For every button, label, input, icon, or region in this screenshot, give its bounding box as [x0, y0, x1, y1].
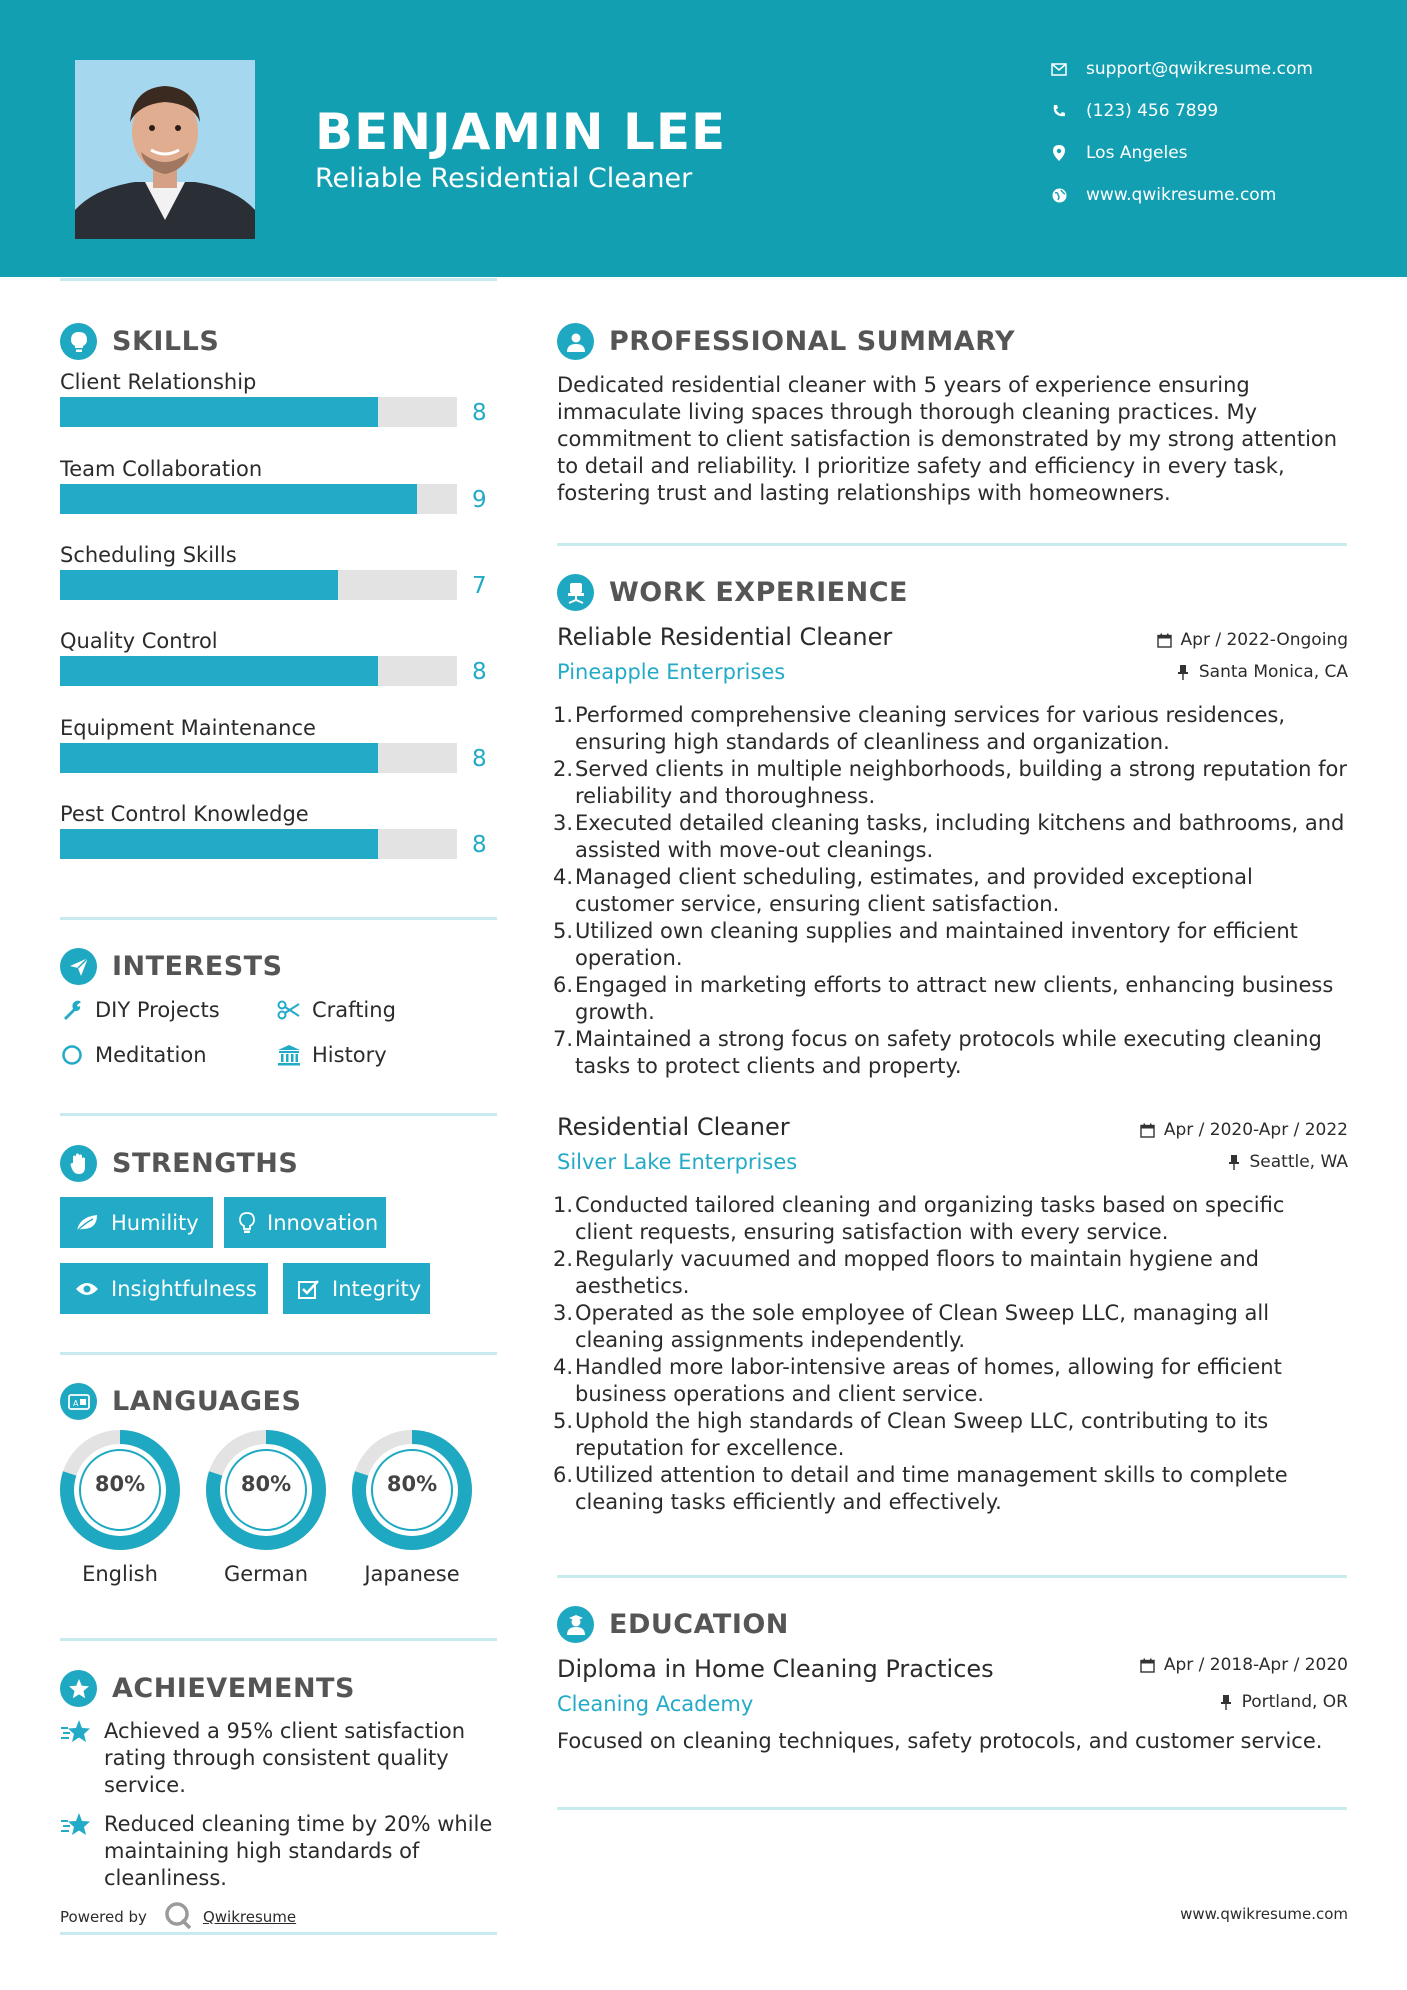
duty-item: [553, 756, 1348, 810]
skill-score: 8: [472, 659, 487, 685]
job-location: [1175, 662, 1348, 682]
duty-text: Executed detailed cleaning tasks, including kitchens and bathrooms, and assisted with move-out cleanings.: [575, 811, 1345, 862]
duty-text: Maintained a strong focus on safety protocols while executing cleaning tasks to protect clients and property.: [575, 1027, 1322, 1078]
strength-label: Innovation: [267, 1210, 379, 1235]
duty-item: [553, 918, 1347, 972]
phone-icon: [1050, 102, 1068, 120]
language-item: [204, 1428, 334, 1598]
profile-photo: [75, 60, 255, 239]
header-divider-left: [60, 278, 497, 281]
contact-email[interactable]: [1050, 57, 1390, 81]
strength-chip-humility: [60, 1197, 213, 1248]
job-location: [1226, 1152, 1349, 1172]
job-title: Reliable Residential Cleaner: [557, 623, 893, 651]
education-description: Focused on cleaning techniques, safety protocols, and customer service.: [557, 1729, 1323, 1753]
circle-icon: [60, 1043, 84, 1067]
duty-text: Managed client scheduling, estimates, and provided exceptional customer service, ensuring client satisfaction.: [575, 865, 1253, 916]
skill-item: [60, 543, 490, 613]
strength-label: Integrity: [332, 1276, 422, 1301]
duty-number: 1.: [553, 1193, 574, 1217]
job-dates-text: Apr / 2022-Ongoing: [1180, 630, 1348, 650]
strengths-heading: STRENGTHS: [112, 1148, 299, 1179]
duty-number: 3.: [553, 811, 574, 835]
pushpin-icon: [1226, 1154, 1242, 1170]
skill-score: 7: [472, 573, 487, 599]
star-icon: [60, 1811, 92, 1843]
skill-bar-fill: [60, 829, 378, 859]
pushpin-icon: [1175, 664, 1191, 680]
job-dates-text: Apr / 2020-Apr / 2022: [1163, 1120, 1348, 1140]
duty-number: 6.: [553, 973, 574, 997]
language-item: [58, 1428, 188, 1598]
duty-text: Engaged in marketing efforts to attract new clients, enhancing business growth.: [575, 973, 1334, 1024]
svg-text:A: A: [72, 1398, 78, 1408]
education-school: Cleaning Academy: [557, 1692, 754, 1716]
skill-bar-track: [60, 829, 457, 859]
skill-item: [60, 629, 490, 699]
skill-label: Client Relationship: [60, 370, 257, 394]
strength-label: Insightfulness: [111, 1276, 257, 1301]
contact-location-text: Los Angeles: [1086, 143, 1188, 163]
skill-bar-track: [60, 743, 457, 773]
skill-bar-fill: [60, 570, 338, 600]
education-heading: EDUCATION: [609, 1609, 789, 1640]
duty-text: Utilized own cleaning supplies and maintained inventory for efficient operation.: [575, 919, 1298, 970]
skill-item: [60, 802, 490, 872]
skill-bar-track: [60, 570, 457, 600]
contact-email-text: support@qwikresume.com: [1086, 59, 1313, 79]
skill-bar-track: [60, 397, 457, 427]
achievement-item: [60, 1811, 500, 1895]
achievement-text: Reduced cleaning time by 20% while maintaining high standards of cleanliness.: [104, 1812, 493, 1890]
language-percent: 80%: [386, 1472, 438, 1496]
languages-section-header: [60, 1383, 301, 1420]
check-square-icon: [298, 1277, 320, 1301]
achievements-section-header: [60, 1670, 355, 1707]
duty-text: Conducted tailored cleaning and organizing tasks based on specific client requests, ensuring satisfaction with every service.: [575, 1193, 1285, 1244]
duty-item: [553, 1408, 1347, 1462]
envelope-icon: [1050, 60, 1068, 78]
duty-item: [553, 1354, 1347, 1408]
summary-heading: PROFESSIONAL SUMMARY: [609, 326, 1016, 357]
skill-score: 8: [472, 746, 487, 772]
education-location-text: Portland, OR: [1241, 1692, 1348, 1712]
interest-item-diy-projects: [60, 996, 220, 1024]
strengths-section-header: [60, 1145, 298, 1182]
strength-chip-insightfulness: [60, 1263, 268, 1314]
summary-divider: [557, 543, 1347, 546]
star-icon: [60, 1718, 92, 1750]
contact-phone-text: (123) 456 7899: [1086, 101, 1219, 121]
interests-heading: INTERESTS: [112, 951, 283, 982]
duty-item: [553, 1462, 1347, 1516]
experience-heading: WORK EXPERIENCE: [609, 577, 908, 608]
duty-text: Uphold the high standards of Clean Sweep LLC, contributing to its reputation for excellence.: [575, 1409, 1269, 1460]
duty-number: 5.: [553, 1409, 574, 1433]
footer-website[interactable]: www.qwikresume.com: [1180, 1905, 1348, 1923]
job-duties-list: [553, 702, 1348, 1080]
leaf-icon: [75, 1211, 99, 1235]
lightbulb-icon: [239, 1211, 255, 1235]
strength-chip-innovation: [224, 1197, 386, 1248]
duty-text: Operated as the sole employee of Clean Sweep LLC, managing all cleaning assignments independently.: [575, 1301, 1270, 1352]
skill-bar-fill: [60, 484, 417, 514]
duty-item: [553, 1192, 1347, 1246]
duty-item: [553, 1026, 1347, 1080]
duty-item: [553, 1246, 1347, 1300]
interests-section-header: [60, 948, 283, 985]
interest-item-meditation: [60, 1041, 207, 1069]
interest-label: History: [312, 1043, 387, 1067]
education-location: [1218, 1692, 1348, 1712]
duty-number: 7.: [553, 1027, 574, 1051]
skill-label: Equipment Maintenance: [60, 716, 316, 740]
hand-icon: [60, 1145, 97, 1182]
skill-item: [60, 716, 490, 786]
job-location-text: Seattle, WA: [1249, 1152, 1348, 1172]
summary-section-header: [557, 323, 1015, 360]
job-location-text: Santa Monica, CA: [1198, 662, 1348, 682]
skill-label: Team Collaboration: [60, 457, 263, 481]
interest-label: Meditation: [95, 1043, 207, 1067]
duty-text: Performed comprehensive cleaning services for various residences, ensuring high standards of cleanliness and organization.: [575, 703, 1286, 754]
skill-bar-fill: [60, 397, 378, 427]
skills-heading: SKILLS: [112, 326, 220, 357]
duty-text: Served clients in multiple neighborhoods, building a strong reputation for reliability and thoroughness.: [575, 757, 1348, 808]
calendar-icon: [1140, 1122, 1156, 1138]
experience-section-header: [557, 574, 908, 611]
education-section-header: [557, 1606, 789, 1643]
calendar-icon: [1140, 1657, 1156, 1673]
scissors-icon: [277, 998, 301, 1022]
education-dates-text: Apr / 2018-Apr / 2020: [1163, 1655, 1348, 1675]
job-company: Silver Lake Enterprises: [557, 1150, 798, 1174]
achievement-item: [60, 1718, 500, 1802]
contact-location: [1050, 141, 1390, 165]
languages-heading: LANGUAGES: [112, 1386, 302, 1417]
interest-item-history: [277, 1041, 387, 1069]
duty-number: 3.: [553, 1301, 574, 1325]
interests-divider: [60, 1113, 497, 1116]
achievement-text: Achieved a 95% client satisfaction rating through consistent quality service.: [104, 1719, 466, 1797]
candidate-title: Reliable Residential Cleaner: [315, 163, 693, 194]
language-name: German: [223, 1562, 309, 1586]
graduate-icon: [557, 1606, 594, 1643]
calendar-icon: [1157, 632, 1173, 648]
skill-label: Scheduling Skills: [60, 543, 237, 567]
skill-score: 9: [472, 487, 487, 513]
office-chair-icon: [557, 574, 594, 611]
skill-item: [60, 370, 490, 440]
skill-bar-track: [60, 484, 457, 514]
language-name: English: [82, 1562, 158, 1586]
contact-phone[interactable]: [1050, 99, 1390, 123]
skills-section-header: [60, 323, 219, 360]
duty-item: [553, 864, 1347, 918]
skill-bar-track: [60, 656, 457, 686]
duty-number: 2.: [553, 757, 574, 781]
summary-text: Dedicated residential cleaner with 5 years of experience ensuring immaculate living spaces through thorough cleaning practices. My commitment to client satisfaction is demonstrated by my strong attention to detail and reliability. I prioritize safety and efficiency in every task, fostering trust and lasting relationships with homeowners.: [557, 373, 1338, 505]
experience-divider: [557, 1575, 1347, 1578]
duty-number: 4.: [553, 865, 574, 889]
skill-score: 8: [472, 832, 487, 858]
skill-score: 8: [472, 400, 487, 426]
duty-number: 5.: [553, 919, 574, 943]
duty-number: 1.: [553, 703, 574, 727]
resume-header: [0, 0, 1407, 277]
education-degree: Diploma in Home Cleaning Practices: [557, 1655, 994, 1683]
skill-label: Quality Control: [60, 629, 218, 653]
duty-number: 4.: [553, 1355, 574, 1379]
globe-icon: [1050, 186, 1068, 204]
contact-website[interactable]: [1050, 183, 1390, 207]
user-icon: [557, 323, 594, 360]
strength-chip-integrity: [283, 1263, 430, 1314]
interest-item-crafting: [277, 996, 396, 1024]
language-percent: 80%: [94, 1472, 146, 1496]
pushpin-icon: [1218, 1694, 1234, 1710]
duty-item: [553, 810, 1347, 864]
education-divider: [557, 1807, 1347, 1810]
language-name: Japanese: [364, 1562, 460, 1586]
strengths-divider: [60, 1352, 497, 1355]
wrench-icon: [60, 998, 84, 1022]
job-duties-list: [553, 1192, 1347, 1516]
lightbulb-icon: [60, 323, 97, 360]
qwikresume-link[interactable]: Qwikresume: [202, 1908, 297, 1926]
candidate-name: BENJAMIN LEE: [315, 103, 727, 161]
achievements-heading: ACHIEVEMENTS: [112, 1673, 355, 1704]
language-card-icon: [60, 1383, 97, 1420]
powered-by-label: Powered by: [60, 1908, 147, 1926]
strength-label: Humility: [111, 1210, 199, 1235]
job-dates: [1157, 630, 1348, 650]
skill-label: Pest Control Knowledge: [60, 802, 309, 826]
duty-number: 6.: [553, 1463, 574, 1487]
job-dates: [1140, 1120, 1348, 1140]
interest-label: DIY Projects: [95, 998, 220, 1022]
job-title: Residential Cleaner: [557, 1113, 790, 1141]
paper-plane-icon: [60, 948, 97, 985]
contact-website-text: www.qwikresume.com: [1086, 185, 1277, 205]
duty-item: [553, 1300, 1347, 1354]
interest-label: Crafting: [312, 998, 396, 1022]
job-company: Pineapple Enterprises: [557, 660, 786, 684]
languages-divider: [60, 1638, 497, 1641]
language-percent: 80%: [240, 1472, 292, 1496]
duty-text: Utilized attention to detail and time management skills to complete cleaning tasks efficiently and effectively.: [575, 1463, 1288, 1514]
powered-by: [60, 1900, 296, 1934]
duty-text: Handled more labor-intensive areas of homes, allowing for efficient business operations and client service.: [575, 1355, 1282, 1406]
map-pin-icon: [1050, 144, 1068, 162]
duty-number: 2.: [553, 1247, 574, 1271]
duty-item: [553, 972, 1347, 1026]
star-badge-icon: [60, 1670, 97, 1707]
museum-icon: [277, 1043, 301, 1067]
skills-divider: [60, 917, 497, 920]
language-item: [350, 1428, 480, 1598]
qwikresume-logo-icon: [163, 1900, 193, 1934]
duty-text: Regularly vacuumed and mopped floors to maintain hygiene and aesthetics.: [575, 1247, 1259, 1298]
skill-item: [60, 457, 490, 527]
duty-item: [553, 702, 1347, 756]
skill-bar-fill: [60, 656, 378, 686]
eye-icon: [75, 1277, 99, 1301]
education-dates: [1140, 1655, 1348, 1675]
skill-bar-fill: [60, 743, 378, 773]
